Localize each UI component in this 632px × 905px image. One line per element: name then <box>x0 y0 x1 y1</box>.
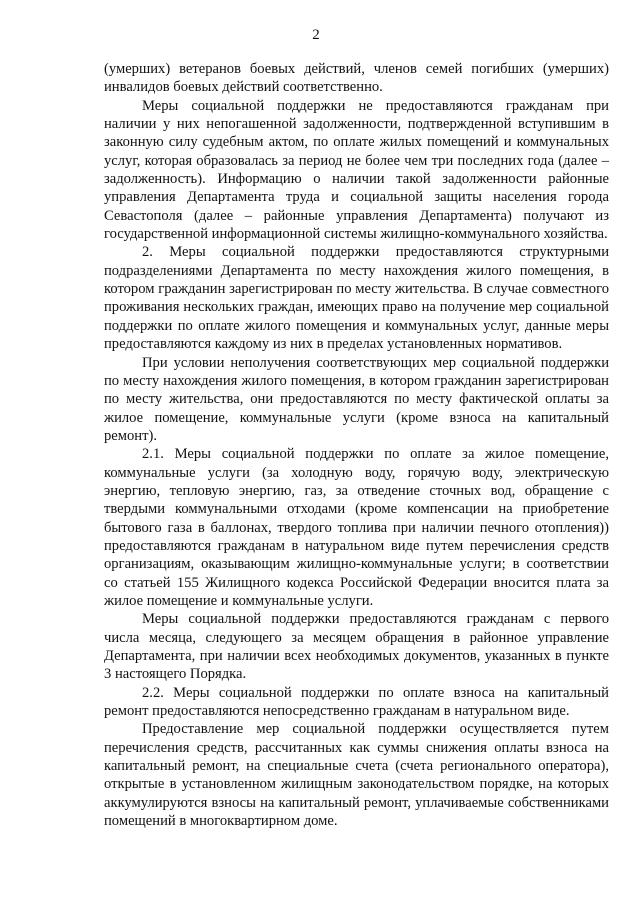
page-number: 2 <box>312 27 320 43</box>
paragraph-capital-repair-transfer: Предоставление мер социальной поддержки осуществляется путем перечисления средств, рассчитанных как суммы снижения оплаты взноса на капитальный ремонт, на специальные счета (счета регионального оператора), открытые в установленном жилищным законодательством порядке, на которых аккумулируются взносы на капитальный ремонт, уплачиваемые собственниками помещений в многоквартирном доме. <box>104 721 609 830</box>
paragraph-item-2-1: 2.1. Меры социальной поддержки по оплате за жилое помещение, коммунальные услуги (за холодную воду, горячую воду, электрическую энергию, тепловую энергию, газ, за отведение сточных вод, обращение с твердыми коммунальными отходами (кроме компенсации на приобретение бытового газа в баллонах, твердого топлива при наличии печного отопления)) предоставляются гражданам в натуральном виде путем перечисления средств организациям, оказывающим жилищно-коммунальные услуги; в соответствии со статьей 155 Жилищного кодекса Российской Федерации вносится плата за жилое помещение и коммунальные услуги. <box>104 446 609 609</box>
paragraph-item-2: 2. Меры социальной поддержки предоставляются структурными подразделениями Департамента по месту нахождения жилого помещения, в котором гражданин зарегистрирован по месту жительства. В случае совместного проживания нескольких граждан, имеющих право на получение мер социальной поддержки по оплате жилого помещения и коммунальных услуг, данные меры предоставляются каждому из них в пределах установленных нормативов. <box>104 244 609 353</box>
paragraph-debt-restriction: Меры социальной поддержки не предоставляются гражданам при наличии у них непогашенной задолженности, подтвержденной вступившим в законную силу судебным актом, по оплате жилых помещений и коммунальных услуг, которая образовалась за период не более чем три последних года (далее – задолженность). Информацию о наличии такой задолженности районные управления Департамента труда и социальной защиты населения города Севастополя (далее – районные управления Департамента) получают из государственной информационной системы жилищно-коммунального хозяйства. <box>104 97 609 243</box>
paragraph-continuation: (умерших) ветеранов боевых действий, членов семей погибших (умерших) инвалидов боевых действий соответственно. <box>104 61 609 96</box>
paragraph-actual-payment-place: При условии неполучения соответствующих мер социальной поддержки по месту нахождения жилого помещения, в котором гражданин зарегистрирован по месту жительства, они предоставляются по месту фактической оплаты за жилое помещение, коммунальные услуги (кроме взноса на капитальный ремонт). <box>104 354 609 444</box>
document-body <box>104 60 609 830</box>
paragraph-start-date: Меры социальной поддержки предоставляются гражданам с первого числа месяца, следующего за месяцем обращения в районное управление Департамента, при наличии всех необходимых документов, указанных в пункте 3 настоящего Порядка. <box>104 611 609 683</box>
paragraph-item-2-2: 2.2. Меры социальной поддержки по оплате взноса на капитальный ремонт предоставляются непосредственно гражданам в натуральном виде. <box>104 684 609 720</box>
